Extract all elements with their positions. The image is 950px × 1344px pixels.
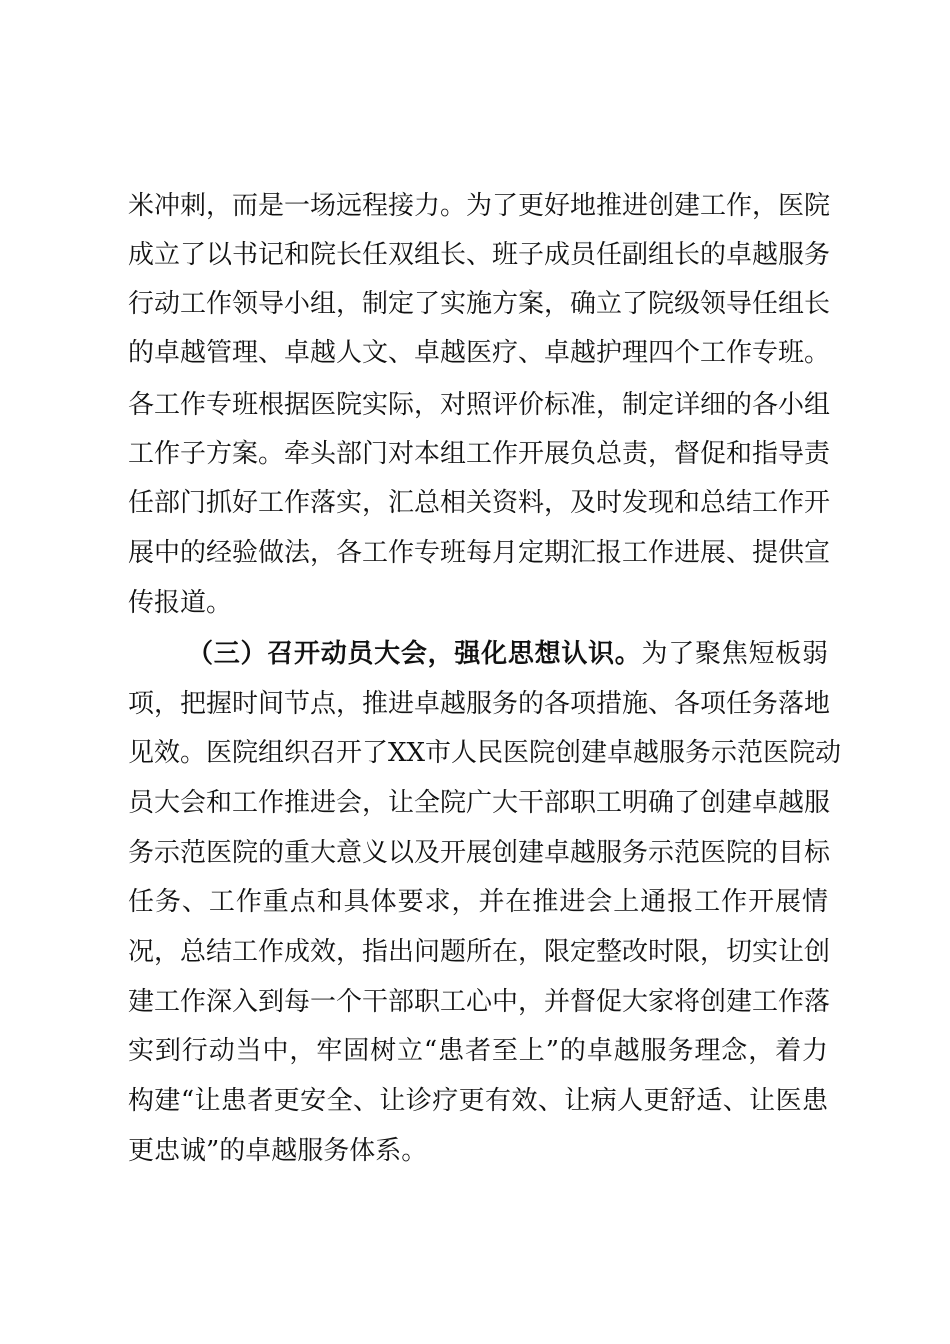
paragraph-line: 实到行动当中，牢固树立“患者至上”的卓越服务理念，着力 (128, 1036, 828, 1066)
paragraph-line: 成立了以书记和院长任双组长、班子成员任副组长的卓越服务 (128, 240, 831, 270)
paragraph-line: 行动工作领导小组，制定了实施方案，确立了院级领导任组长 (128, 289, 831, 319)
paragraph-line: 米冲刺，而是一场远程接力。为了更好地推进创建工作，医院 (128, 191, 831, 221)
paragraph-line: 况，总结工作成效，指出问题所在，限定整改时限，切实让创 (128, 937, 831, 967)
paragraph-line: 的卓越管理、卓越人文、卓越医疗、卓越护理四个工作专班。 (128, 338, 831, 368)
section-heading-continuation: 为了聚焦短板弱 (641, 639, 828, 669)
paragraph-line: 任务、工作重点和具体要求，并在推进会上通报工作开展情 (128, 887, 828, 917)
paragraph-line: 更忠诚”的卓越服务体系。 (128, 1136, 428, 1166)
paragraph-line: 构建“让患者更安全、让诊疗更有效、让病人更舒适、让医患 (128, 1086, 828, 1116)
paragraph-line: 见效。医院组织召开了XX市人民医院创建卓越服务示范医院动 (128, 738, 842, 768)
paragraph-line: 工作子方案。牵头部门对本组工作开展负总责，督促和指导责 (128, 439, 831, 469)
paragraph-line: 务示范医院的重大意义以及开展创建卓越服务示范医院的目标 (128, 838, 831, 868)
paragraph-line: 传报道。 (128, 588, 233, 618)
section-heading-line (187, 629, 828, 679)
paragraph-line: 展中的经验做法，各工作专班每月定期汇报工作进展、提供宣 (128, 538, 831, 568)
paragraph-line: 各工作专班根据医院实际，对照评价标准，制定详细的各小组 (128, 390, 831, 420)
paragraph-line: 项，把握时间节点，推进卓越服务的各项措施、各项任务落地 (128, 689, 831, 719)
paragraph-line: 建工作深入到每一个干部职工心中，并督促大家将创建工作落 (128, 987, 831, 1017)
paragraph-line: 员大会和工作推进会，让全院广大干部职工明确了创建卓越服 (128, 788, 831, 818)
section-heading: （三）召开动员大会，强化思想认识。 (187, 639, 642, 669)
paragraph-line: 任部门抓好工作落实，汇总相关资料，及时发现和总结工作开 (128, 488, 831, 518)
